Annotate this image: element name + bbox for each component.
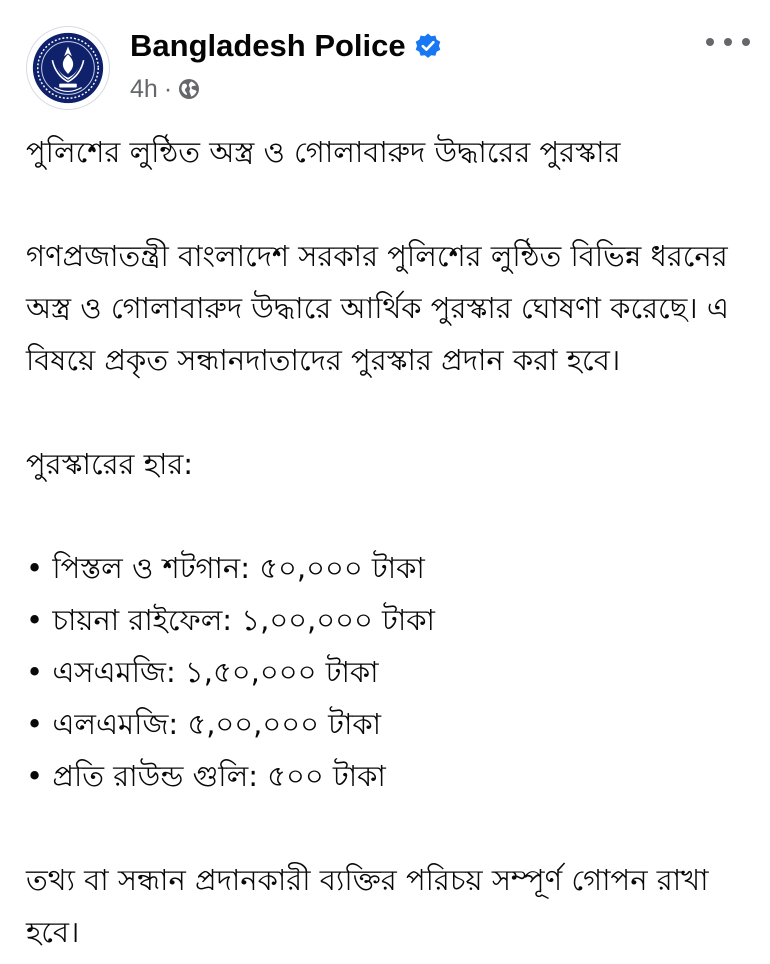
meta-separator: · <box>163 74 173 103</box>
post-time[interactable]: 4h <box>130 74 158 103</box>
rate-item: • চায়না রাইফেল: ১,০০,০০০ টাকা <box>26 603 435 637</box>
more-options-button[interactable] <box>706 28 750 56</box>
post-closing: তথ্য বা সন্ধান প্রদানকারী ব্যক্তির পরিচয় সম্পূর্ণ গোপন রাখা হবে। <box>26 863 709 949</box>
rates-heading: পুরস্কারের হার: <box>26 447 194 481</box>
author-row <box>130 26 442 66</box>
globe-icon[interactable] <box>178 78 200 100</box>
post-title: পুলিশের লুন্ঠিত অস্ত্র ও গোলাবারুদ উদ্ধারের পুরস্কার <box>26 135 621 169</box>
rate-item: • এসএমজি: ১,৫০,০০০ টাকা <box>26 655 379 689</box>
rate-item: • পিস্তল ও শটগান: ৫০,০০০ টাকা <box>26 551 425 585</box>
author-name[interactable]: Bangladesh Police <box>130 28 406 63</box>
police-emblem-icon <box>27 26 109 110</box>
rate-item: • প্রতি রাউন্ড গুলি: ৫০০ টাকা <box>26 759 386 793</box>
post-header <box>0 0 770 112</box>
verified-badge-icon <box>414 32 442 60</box>
rate-item: • এলএমজি: ৫,০০,০০০ টাকা <box>26 707 382 741</box>
post-meta <box>130 74 200 104</box>
avatar[interactable] <box>26 26 110 110</box>
rates-list <box>26 542 756 802</box>
more-options-icon <box>706 38 714 46</box>
post-body <box>26 126 756 958</box>
post-intro: গণপ্রজাতন্ত্রী বাংলাদেশ সরকার পুলিশের লুন্ঠিত বিভিন্ন ধরনের অস্ত্র ও গোলাবারুদ উদ্ধারে আর্থিক পুরস্কার ঘোষণা করেছে। এ বিষয়ে প্রকৃত সন্ধানদাতাদের পুরস্কার প্রদান করা হবে। <box>26 239 729 377</box>
